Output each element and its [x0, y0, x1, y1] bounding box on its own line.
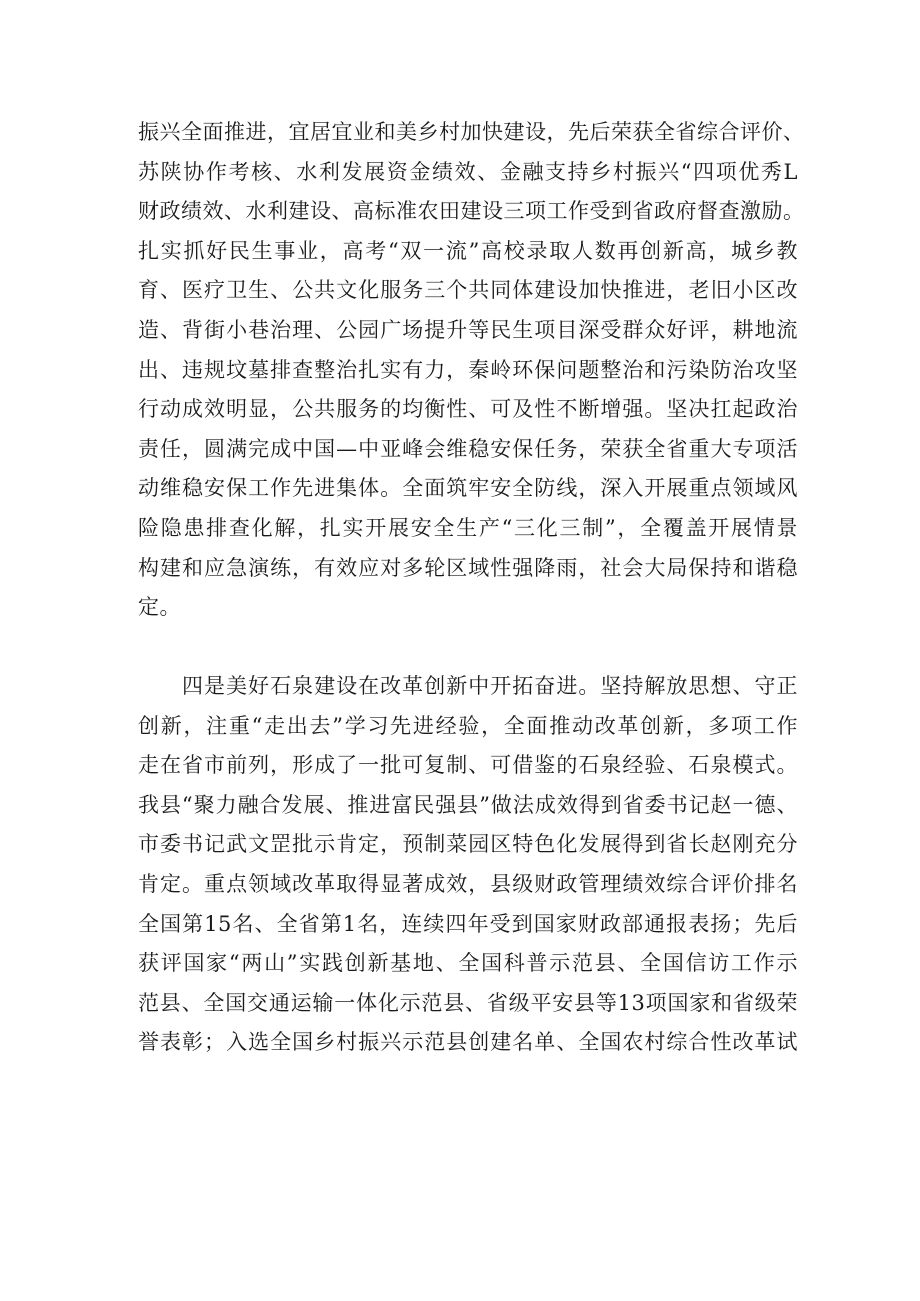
paragraph-2-line-1: 四是美好石泉建设在改革创新中开拓奋进。坚持解放思想、守正 [182, 674, 798, 698]
paragraph-2-line-3: 走在省市前列，形成了一批可复制、可借鉴的石泉经验、石泉模式。 [138, 753, 798, 778]
paragraph-2 [138, 667, 798, 1063]
paragraph-2-line-8: 获评国家“两山”实践创新基地、全国科普示范县、全国信访工作示 [138, 951, 798, 976]
paragraph-2-line-7: 全国第15名、全省第1名，连续四年受到国家财政部通报表扬；先后 [138, 911, 798, 936]
paragraph-1-line-8: 行动成效明显，公共服务的均衡性、可及性不断增强。坚决扛起政治 [138, 397, 798, 422]
paragraph-1-line-5: 育、医疗卫生、公共文化服务三个共同体建设加快推进，老旧小区改 [138, 278, 798, 303]
paragraph-1-line-2: 苏陕协作考核、水利发展资金绩效、金融支持乡村振兴“四项优秀L [138, 159, 798, 184]
paragraph-1-line-10: 动维稳安保工作先进集体。全面筑牢安全防线，深入开展重点领域风 [138, 476, 798, 501]
paragraph-2-line-4: 我县“聚力融合发展、推进富民强县”做法成效得到省委书记赵一德、 [138, 792, 798, 817]
paragraph-1-line-9: 责任，圆满完成中国—中亚峰会维稳安保任务，荣获全省重大专项活 [138, 436, 798, 461]
paragraph-2-line-5: 市委书记武文罡批示肯定，预制菜园区特色化发展得到省长赵刚充分 [138, 832, 798, 857]
paragraph-1-line-3: 财政绩效、水利建设、高标准农田建设三项工作受到省政府督查激励。 [138, 199, 805, 224]
paragraph-1-line-1: 振兴全面推进，宜居宜业和美乡村加快建设，先后荣获全省综合评价、 [138, 120, 805, 144]
paragraph-1-line-11: 险隐患排查化解，扎实开展安全生产“三化三制”，全覆盖开展情景 [138, 515, 798, 540]
paragraph-2-line-2: 创新，注重“走出去”学习先进经验，全面推动改革创新，多项工作 [138, 713, 798, 738]
paragraph-2-line-6: 肯定。重点领域改革取得显著成效，县级财政管理绩效综合评价排名 [138, 871, 798, 896]
paragraph-2-line-9: 范县、全国交通运输一体化示范县、省级平安县等13项国家和省级荣 [138, 990, 798, 1015]
paragraph-1 [138, 113, 805, 628]
paragraph-1-line-12: 构建和应急演练，有效应对多轮区域性强降雨，社会大局保持和谐稳 [138, 555, 798, 580]
paragraph-1-line-7: 出、违规坟墓排查整治扎实有力，秦岭环保问题整治和污染防治攻坚 [138, 357, 798, 382]
paragraph-1-line-13: 定。 [138, 595, 181, 620]
paragraph-1-line-4: 扎实抓好民生事业，高考“双一流”高校录取人数再创新高，城乡教 [138, 238, 798, 263]
paragraph-1-line-6: 造、背街小巷治理、公园广场提升等民生项目深受群众好评，耕地流 [138, 317, 798, 342]
paragraph-2-line-10: 誉表彰；入选全国乡村振兴示范县创建名单、全国农村综合性改革试 [138, 1030, 798, 1055]
